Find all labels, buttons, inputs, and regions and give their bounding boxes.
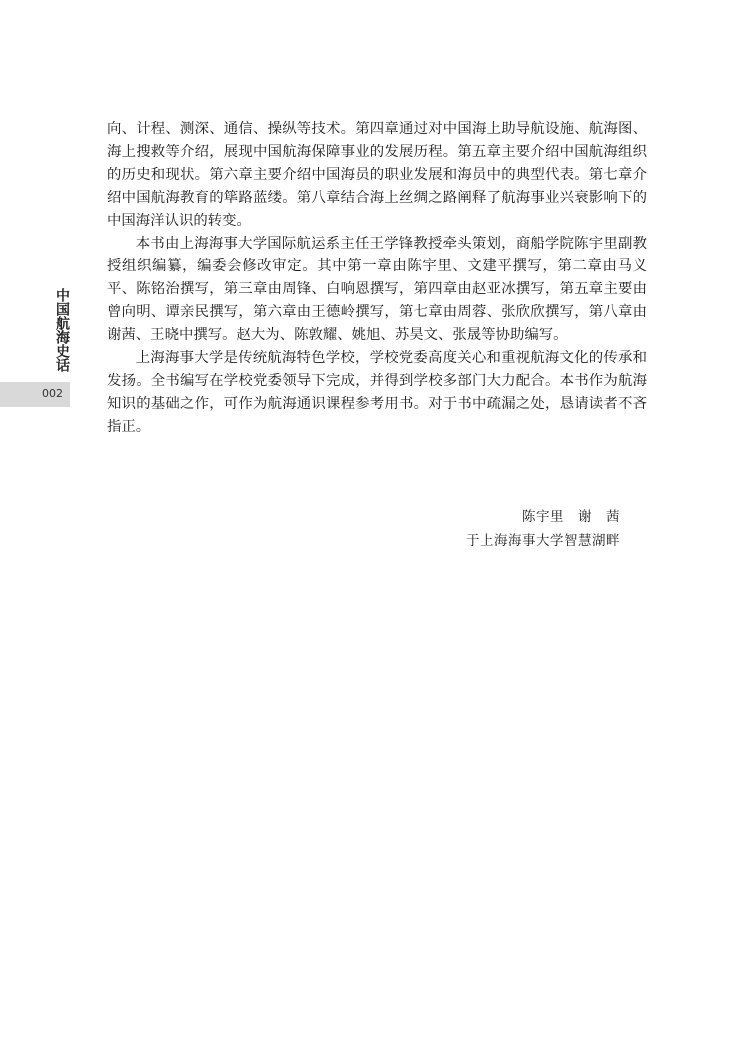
- signature-names: 陈宇里 谢 茜: [522, 509, 620, 525]
- book-title-vertical: 中国航海史话: [54, 288, 70, 372]
- signature-block: [420, 505, 620, 553]
- paragraph-continuation: 向、计程、测深、通信、操纵等技术。第四章通过对中国海上助导航设施、航海图、海上搜救等介绍，展现中国航海保障事业的发展历程。第五章主要介绍中国航海组织的历史和现状。第六章主要介绍中国海员的职业发展和海员中的典型代表。第七章介绍中国航海教育的筚路蓝缕。第八章结合海上丝绸之路阐释了航海事业兴衰影响下的中国海洋认识的转变。: [107, 121, 647, 229]
- paragraph-acknowledgement: 上海海事大学是传统航海特色学校，学校党委高度关心和重视航海文化的传承和发扬。全书编写在学校党委领导下完成，并得到学校多部门大力配合。本书作为航海知识的基础之作，可作为航海通识课程参考用书。对于书中疏漏之处，恳请读者不吝指正。: [107, 350, 647, 435]
- body-text: [107, 118, 647, 439]
- paragraph-authors: 本书由上海海事大学国际航运系主任王学锋教授牵头策划，商船学院陈宇里副教授组织编纂，编委会修改审定。其中第一章由陈宇里、文建平撰写，第二章由马义平、陈铭治撰写，第三章由周锋、白响恩撰写，第四章由赵亚冰撰写，第五章主要由曾向明、谭亲民撰写，第六章由王德岭撰写，第七章由周蓉、张欣欣撰写，第八章由谢茜、王晓中撰写。赵大为、陈敦耀、姚旭、苏昊文、张晟等协助编写。: [107, 235, 647, 344]
- signature-location: 于上海海事大学智慧湖畔: [466, 533, 620, 549]
- page-number-tab: [0, 382, 70, 407]
- page-number: 002: [42, 387, 63, 400]
